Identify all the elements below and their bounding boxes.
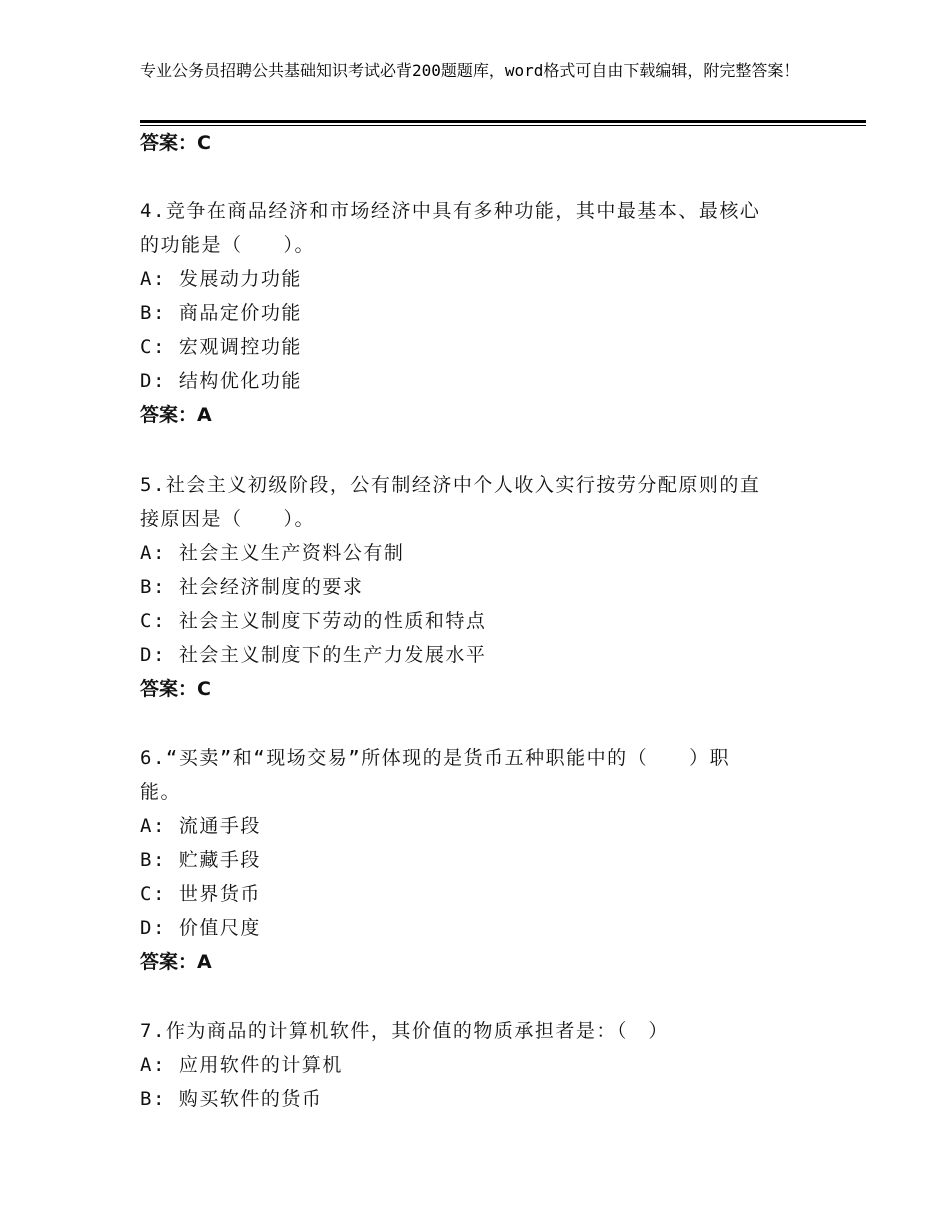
option-key: C: — [140, 610, 166, 632]
option-text: 结构优化功能 — [178, 370, 302, 392]
question-6 — [140, 741, 820, 979]
option-text: 社会主义生产资料公有制 — [178, 542, 405, 564]
option-key: D: — [140, 917, 166, 939]
question-stem-line: 的功能是（ ）。 — [140, 234, 316, 256]
option-text: 流通手段 — [178, 815, 261, 837]
option-key: B: — [140, 302, 166, 324]
option-b — [140, 843, 820, 877]
option-text: 社会主义制度下劳动的性质和特点 — [178, 610, 487, 632]
option-key: A: — [140, 268, 166, 290]
option-key: A: — [140, 542, 166, 564]
option-a — [140, 809, 820, 843]
option-key: B: — [140, 1088, 166, 1110]
option-text: 宏观调控功能 — [178, 336, 302, 358]
option-text: 社会经济制度的要求 — [178, 576, 364, 598]
option-b — [140, 1082, 820, 1116]
option-key: D: — [140, 644, 166, 666]
option-d — [140, 911, 820, 945]
option-d — [140, 364, 820, 398]
option-text: 世界货币 — [178, 883, 261, 905]
option-text: 商品定价功能 — [178, 302, 302, 324]
answer-label: 答案：A — [140, 404, 212, 426]
option-key: A: — [140, 815, 166, 837]
answer-label: 答案：C — [140, 678, 211, 700]
option-b — [140, 296, 820, 330]
option-b — [140, 570, 820, 604]
answer-label: 答案：C — [140, 132, 211, 154]
option-c — [140, 330, 820, 364]
option-text: 应用软件的计算机 — [178, 1054, 343, 1076]
answer-label: 答案：A — [140, 951, 212, 973]
option-text: 社会主义制度下的生产力发展水平 — [178, 644, 487, 666]
option-text: 贮藏手段 — [178, 849, 261, 871]
option-c — [140, 604, 820, 638]
option-key: D: — [140, 370, 166, 392]
question-5 — [140, 468, 820, 706]
question-7 — [140, 1014, 820, 1116]
option-a — [140, 262, 820, 296]
option-key: B: — [140, 849, 166, 871]
page-header: 专业公务员招聘公共基础知识考试必背200题题库，word格式可自由下载编辑，附完整答案！ — [140, 61, 800, 80]
header-rule-thick — [140, 120, 866, 123]
question-stem-line: 6.“买卖”和“现场交易”所体现的是货币五种职能中的（ ）职 — [140, 747, 731, 769]
question-stem-line: 能。 — [140, 781, 182, 803]
option-a — [140, 536, 820, 570]
question-4 — [140, 194, 820, 432]
option-key: C: — [140, 336, 166, 358]
prev-answer-block — [140, 126, 820, 160]
option-d — [140, 638, 820, 672]
question-stem-line: 7.作为商品的计算机软件，其价值的物质承担者是：（ ） — [140, 1020, 669, 1042]
option-key: C: — [140, 883, 166, 905]
option-text: 购买软件的货币 — [178, 1088, 323, 1110]
option-key: A: — [140, 1054, 166, 1076]
option-key: B: — [140, 576, 166, 598]
option-a — [140, 1048, 820, 1082]
option-c — [140, 877, 820, 911]
question-stem-line: 接原因是（ ）。 — [140, 508, 316, 530]
option-text: 价值尺度 — [178, 917, 261, 939]
option-text: 发展动力功能 — [178, 268, 302, 290]
question-stem-line: 4.竞争在商品经济和市场经济中具有多种功能，其中最基本、最核心 — [140, 200, 761, 222]
question-stem-line: 5.社会主义初级阶段，公有制经济中个人收入实行按劳分配原则的直 — [140, 474, 761, 496]
